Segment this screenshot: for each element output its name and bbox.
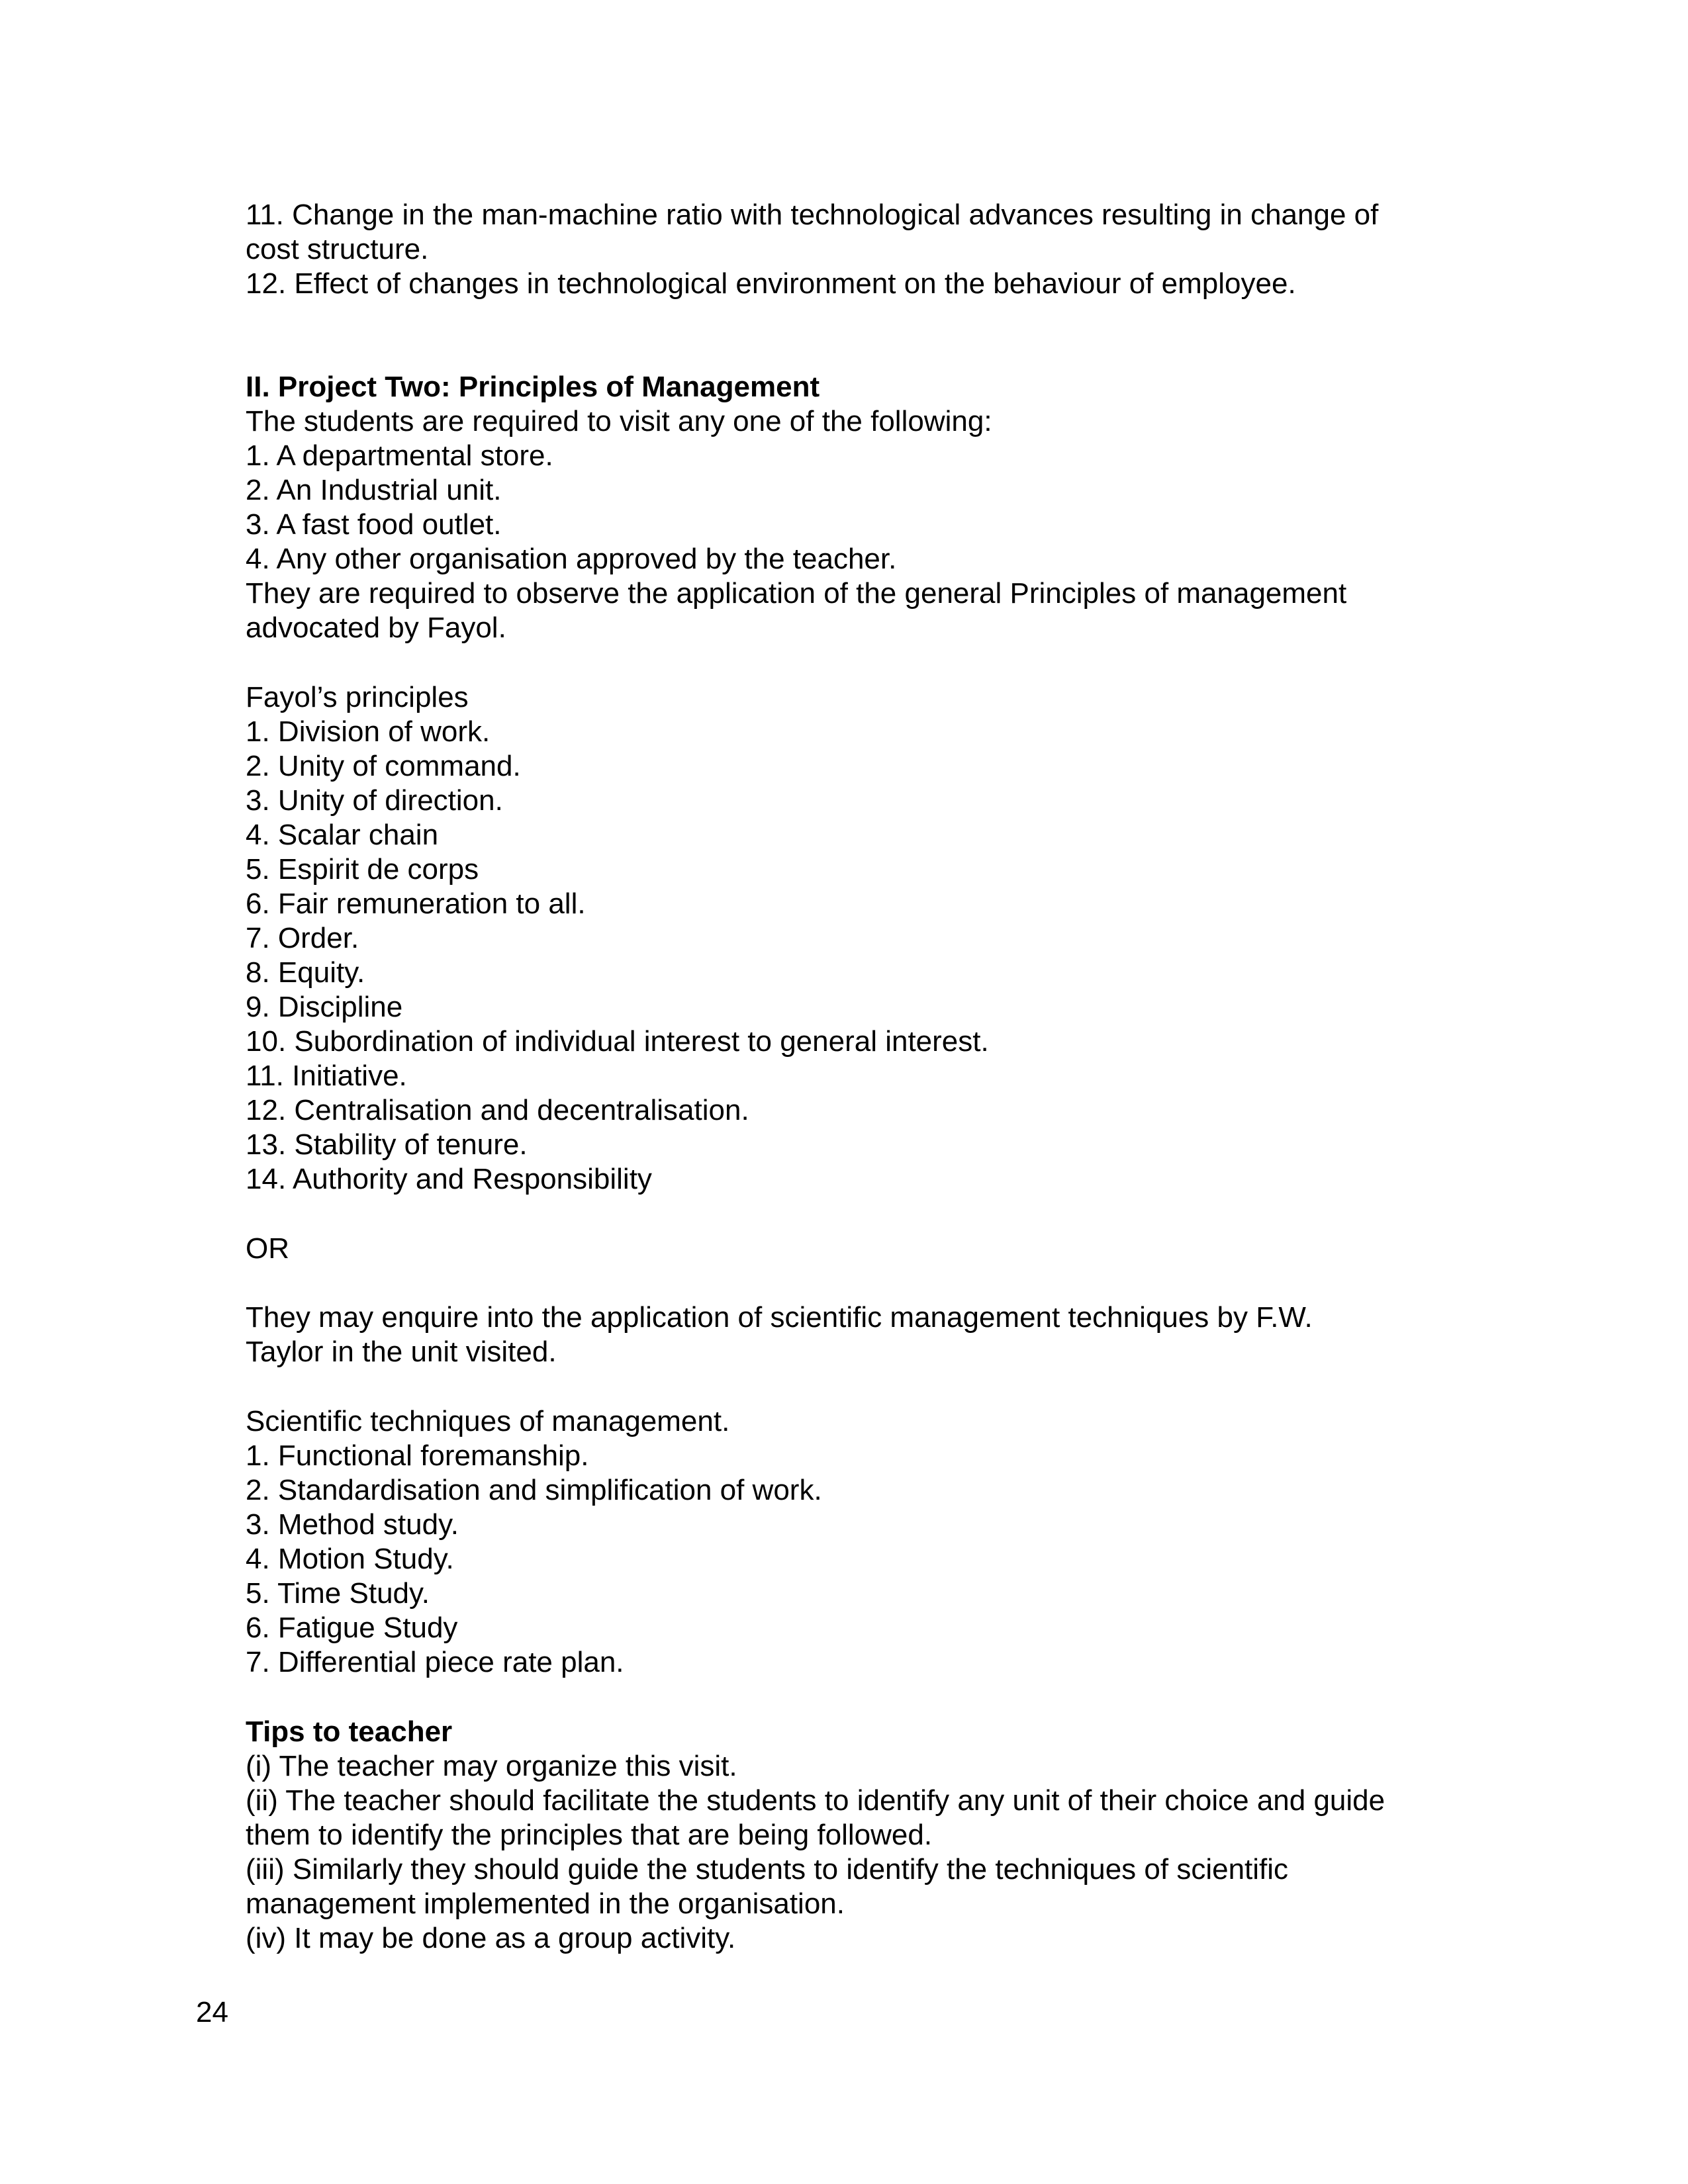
tip-item: (i) The teacher may organize this visit.: [246, 1750, 737, 1782]
paragraph: advocated by Fayol.: [246, 612, 506, 644]
list-item: 2. Unity of command.: [246, 750, 521, 782]
or-separator: OR: [246, 1232, 289, 1265]
list-item: 2. Standardisation and simplification of work.: [246, 1474, 822, 1506]
list-item: 1. A departmental store.: [246, 439, 553, 472]
paragraph: They are required to observe the application of the general Principles of management: [246, 577, 1347, 610]
list-item: 1. Division of work.: [246, 715, 491, 748]
section-heading: Tips to teacher: [246, 1715, 453, 1748]
section-heading: II. Project Two: Principles of Management: [246, 371, 820, 403]
list-item: 3. A fast food outlet.: [246, 508, 502, 541]
list-item: 6. Fair remuneration to all.: [246, 887, 586, 920]
tip-item-continuation: management implemented in the organisation.: [246, 1888, 845, 1920]
list-item: 9. Discipline: [246, 991, 403, 1023]
list-item: 3. Unity of direction.: [246, 784, 503, 817]
list-item: 12. Effect of changes in technological environment on the behaviour of employee.: [246, 267, 1296, 300]
tip-item: (iv) It may be done as a group activity.: [246, 1922, 736, 1954]
list-item: 11. Change in the man-machine ratio with technological advances resulting in change of: [246, 199, 1379, 231]
list-item-continuation: cost structure.: [246, 233, 429, 265]
tip-item: (ii) The teacher should facilitate the students to identify any unit of their choice and guide: [246, 1784, 1385, 1817]
list-item: 5. Espirit de corps: [246, 853, 479, 886]
page-number: 24: [196, 1996, 228, 2028]
list-item: 7. Differential piece rate plan.: [246, 1646, 624, 1678]
list-item: 7. Order.: [246, 922, 359, 954]
list-item: 4. Motion Study.: [246, 1543, 454, 1575]
list-item: 11. Initiative.: [246, 1060, 407, 1092]
paragraph: The students are required to visit any one of the following:: [246, 405, 992, 437]
list-item: 1. Functional foremanship.: [246, 1439, 589, 1472]
paragraph: They may enquire into the application of scientific management techniques by F.W.: [246, 1301, 1313, 1334]
list-title: Scientific techniques of management.: [246, 1405, 730, 1437]
list-item: 4. Scalar chain: [246, 819, 439, 851]
tip-item-continuation: them to identify the principles that are being followed.: [246, 1819, 933, 1851]
list-title: Fayol’s principles: [246, 681, 469, 713]
list-item: 2. An Industrial unit.: [246, 474, 502, 506]
list-item: 3. Method study.: [246, 1508, 459, 1541]
list-item: 4. Any other organisation approved by the teacher.: [246, 543, 897, 575]
tip-item: (iii) Similarly they should guide the students to identify the techniques of scientific: [246, 1853, 1289, 1886]
list-item: 13. Stability of tenure.: [246, 1128, 528, 1161]
list-item: 8. Equity.: [246, 956, 365, 989]
list-item: 12. Centralisation and decentralisation.: [246, 1094, 749, 1126]
list-item: 5. Time Study.: [246, 1577, 430, 1610]
list-item: 10. Subordination of individual interest to general interest.: [246, 1025, 989, 1058]
paragraph: Taylor in the unit visited.: [246, 1336, 557, 1368]
list-item: 6. Fatigue Study: [246, 1612, 458, 1644]
list-item: 14. Authority and Responsibility: [246, 1163, 652, 1195]
